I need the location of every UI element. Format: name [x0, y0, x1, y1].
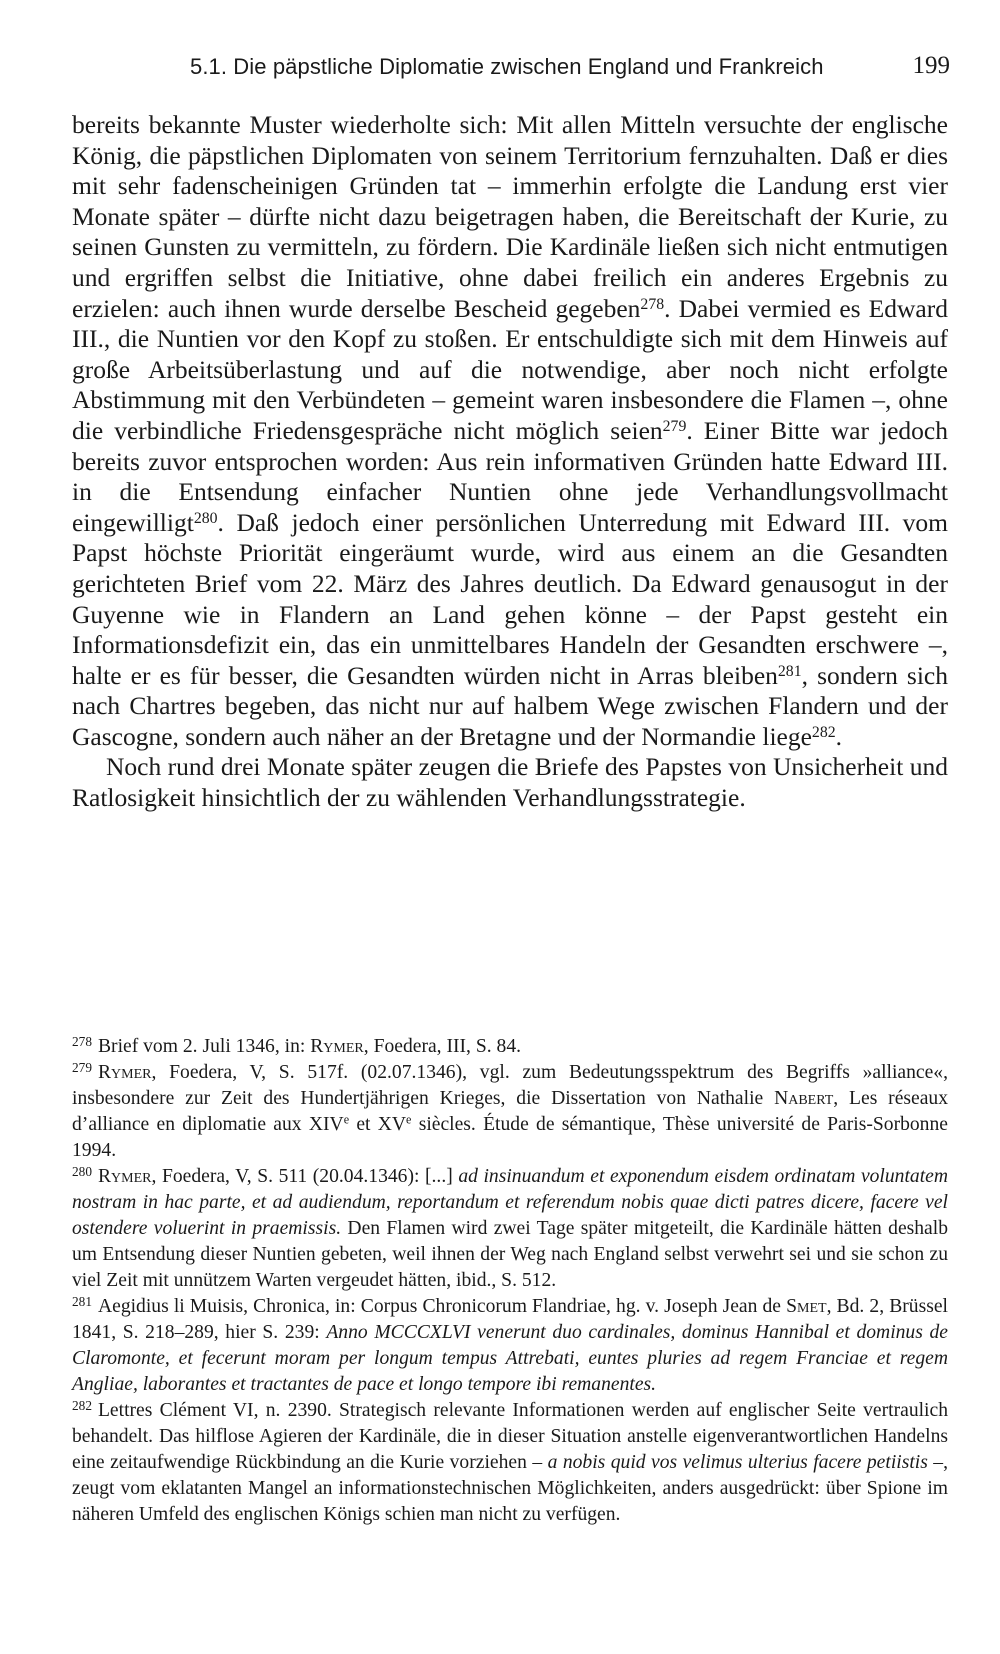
main-text — [72, 110, 948, 814]
text-run: . Daß jedoch einer persönlichen Unterredung mit Edward III. vom Papst höchste Priorität eingeräumt wurde, wird aus einem an die Gesandten gerichteten Brief vom 22. März des Jahres deutlich. Da Edward genausogut in der Guyenne wie in Flandern an Land gehen könne – der Papst gesteht ein Informationsdefizit ein, das ein unmittelbares Handeln der Gesandten erschwere –, halte er es für besser, die Gesandten würden nicht in Arras bleiben — [72, 507, 948, 690]
running-head — [190, 54, 950, 94]
text-run: Aegidius li Muisis, Chronica, in: Corpus Chronicorum Flandriae, hg. v. Joseph Jean de — [97, 1296, 787, 1317]
footnote-280 — [72, 1164, 948, 1294]
text-run: , sondern sich nach Chartres begeben, das nicht nur auf halbem Wege zwischen Flandern und der Gascogne, sondern auch näher an der Bretagne und der Normandie liege — [72, 660, 948, 751]
footnote-number: 281 — [72, 1294, 92, 1310]
latin-quote: a nobis quid vos velimus ulterius facere petiistis — [547, 1452, 928, 1473]
text-run: . Einer Bitte war jedoch bereits zuvor entsprochen worden: Aus rein informativen Gründen hatte Edward III. in die Entsendung einfacher Nuntien ohne jede Verhandlungsvollmacht eingewilligt — [72, 415, 948, 537]
text-run: Brief vom 2. Juli 1346, in: — [97, 1036, 311, 1057]
text-run: Den Flamen wird zwei Tage später mitgeteilt, die Kardinäle hätten deshalb um Entsendung dieser Nuntien gebeten, weil ihnen der Weg nach England selbst verwehrt sei und sie schon zu viel Zeit mit unnützem Warten vergeudet hätten, ibid., S. 512. — [72, 1218, 948, 1291]
text-run: Lettres Clément VI, n. 2390. Strategisch relevante Informationen werden auf englischer Seite vertraulich behandelt. Das hilflose Agieren der Kardinäle, die in dieser Situation anstelle eigenverantwortlichen Handelns eine zeitaufwendige Rückbindung an die Kurie vorziehen – — [72, 1400, 948, 1473]
footnote-ref-278: 278 — [640, 295, 665, 313]
footnote-279 — [72, 1060, 948, 1164]
superscript: e — [406, 1112, 412, 1127]
author-name: Rymer — [310, 1036, 364, 1057]
text-run: , Foedera, III, S. 84. — [363, 1036, 522, 1057]
footnotes — [72, 1034, 948, 1528]
footnote-number: 280 — [72, 1164, 92, 1180]
latin-quote: Anno MCCCXLVI venerunt duo cardinales, dominus Hannibal et dominus de Claromonte, et fecerunt moram per longum tempus Attrebati, euntes pluries ad regem Franciae et regem Angliae, laborantes et tractantes de pace et longo tempore ibi remanentes. — [72, 1322, 948, 1395]
paragraph-1 — [72, 110, 948, 752]
paragraph-2: Noch rund drei Monate später zeugen die Briefe des Papstes von Unsicherheit und Ratlosigkeit hinsichtlich der zu wählenden Verhandlungsstrategie. — [72, 752, 948, 813]
running-title: 5.1. Die päpstliche Diplomatie zwischen England und Frankreich — [190, 54, 824, 79]
text-run: , Les réseaux d’alliance en diplomatie aux XIV — [72, 1088, 948, 1135]
text-run: –, zeugt vom eklatanten Mangel an informationstechnischen Möglichkeiten, anders ausgedrückt: über Spione im näheren Umfeld des englischen Königs schien man nicht zu verfügen. — [72, 1452, 949, 1525]
footnote-number: 279 — [72, 1060, 92, 1076]
footnote-ref-280: 280 — [193, 509, 218, 527]
text-run: . — [835, 721, 842, 751]
footnote-number: 282 — [72, 1398, 92, 1414]
text-run: et XV — [349, 1114, 407, 1135]
footnote-number: 278 — [72, 1034, 92, 1050]
footnote-ref-279: 279 — [662, 417, 687, 435]
footnote-282 — [72, 1398, 948, 1528]
author-name: Smet — [786, 1296, 827, 1317]
superscript: e — [343, 1112, 350, 1127]
text-run: siècles. Étude de sémantique, Thèse université de Paris-Sorbonne 1994. — [72, 1114, 948, 1161]
text-run: , Foedera, V, S. 511 (20.04.1346): [...] — [151, 1166, 459, 1187]
footnote-ref-281: 281 — [777, 662, 802, 680]
text-run: bereits bekannte Muster wiederholte sich: Mit allen Mitteln versuchte der englische König, die päpstlichen Diplomaten von seinem Territorium fernzuhalten. Daß er dies mit sehr fadenscheinigen Gründen tat – immerhin erfolgte die Landung erst vier Monate später – dürfte nicht dazu beigetragen haben, die Bereitschaft der Kurie, zu seinen Gunsten zu vermitteln, zu fördern. Die Kardinäle ließen sich nicht entmutigen und ergriffen selbst die Initiative, ohne dabei freilich ein anderes Ergebnis zu erzielen: auch ihnen wurde derselbe Bescheid gegeben — [72, 110, 948, 323]
text-run: . Dabei vermied es Edward III., die Nuntien vor den Kopf zu stoßen. Er entschuldigte sich mit dem Hinweis auf große Arbeitsüberlastung und auf die notwendige, aber noch nicht erfolgte Abstimmung mit den Verbündeten – gemeint waren insbesondere die Flamen –, ohne die verbindliche Friedensgespräche nicht möglich seien — [72, 293, 948, 445]
author-name: Rymer — [97, 1062, 152, 1083]
footnote-ref-282: 282 — [811, 723, 836, 741]
footnote-278 — [72, 1034, 948, 1060]
author-name: Rymer — [97, 1166, 152, 1187]
text-run: , Bd. 2, Brüssel 1841, S. 218–289, hier S. 239: — [72, 1296, 948, 1343]
text-run: , Foedera, V, S. 517f. (02.07.1346), vgl. zum Bedeutungsspektrum des Begriffs »alliance«, insbesondere zur Zeit des Hundertjährigen Krieges, die Dissertation von Nathalie — [72, 1062, 948, 1109]
page-number: 199 — [912, 52, 950, 79]
author-name: Nabert — [774, 1088, 834, 1109]
footnote-281 — [72, 1294, 948, 1398]
latin-quote: ad insinuandum et exponendum eisdem ordinatam voluntatem nostram in hac parte, et ad audiendum, reportandum et referendum nobis quae dicti patres dicere, facere vel ostendere voluerint in praemissis. — [72, 1166, 949, 1239]
